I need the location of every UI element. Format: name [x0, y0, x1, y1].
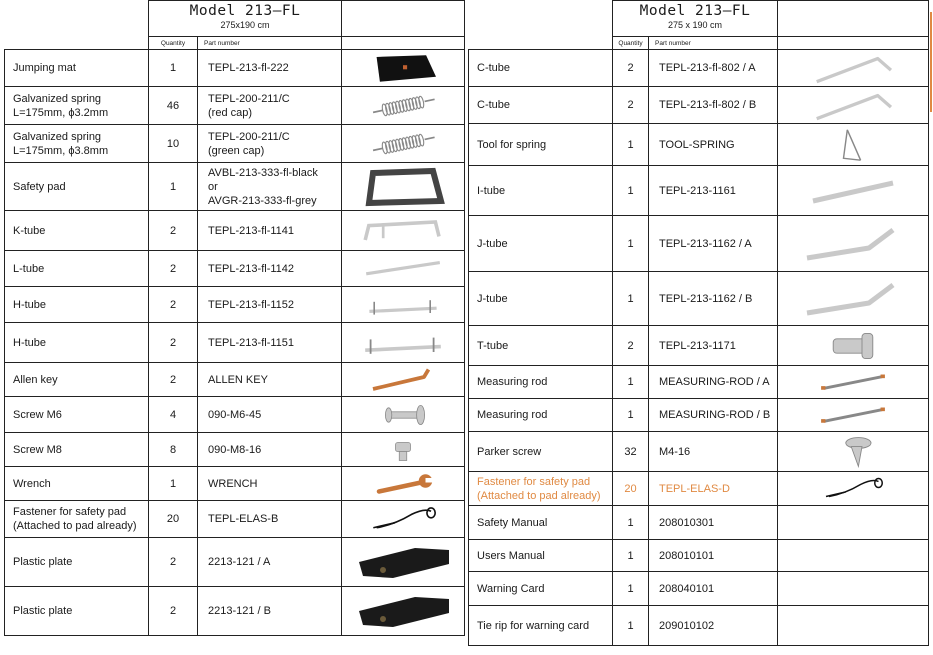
part-name: Measuring rod [469, 399, 613, 432]
part-number: TOOL-SPRING [649, 124, 778, 166]
safety-pad-icon [342, 167, 464, 207]
part-quantity: 1 [613, 366, 649, 399]
h-tube-icon [342, 325, 464, 361]
part-image [342, 587, 465, 636]
table-row [469, 506, 929, 540]
part-name: I-tube [469, 166, 613, 216]
part-image [778, 572, 929, 606]
table-row [5, 501, 465, 538]
t-tube-icon [778, 328, 928, 364]
part-image [342, 397, 465, 433]
part-quantity: 8 [149, 433, 198, 467]
table-row [469, 216, 929, 272]
fastener-icon [778, 474, 928, 504]
part-image [778, 399, 929, 432]
part-number: 2213-121 / A [198, 538, 342, 587]
table-row [5, 163, 465, 211]
c-tube-icon [778, 52, 928, 85]
part-quantity: 1 [613, 606, 649, 646]
part-name: Tool for spring [469, 124, 613, 166]
part-quantity: 1 [613, 572, 649, 606]
part-name: H-tube [5, 323, 149, 363]
h-tube-icon [342, 289, 464, 321]
part-image [342, 501, 465, 538]
allen-key-icon [342, 365, 464, 395]
part-quantity: 2 [613, 87, 649, 124]
part-number: TEPL-200-211/C (red cap) [198, 87, 342, 125]
part-quantity: 20 [613, 472, 649, 506]
part-number: TEPL-ELAS-D [649, 472, 778, 506]
part-name: Wrench [5, 467, 149, 501]
part-quantity: 2 [149, 538, 198, 587]
part-image [778, 216, 929, 272]
part-quantity: 46 [149, 87, 198, 125]
part-number: M4-16 [649, 432, 778, 472]
part-image [778, 432, 929, 472]
part-name: K-tube [5, 211, 149, 251]
table-row [5, 287, 465, 323]
part-number: TEPL-213-1161 [649, 166, 778, 216]
table-row [469, 540, 929, 572]
table-row [5, 433, 465, 467]
table-row [469, 606, 929, 646]
part-number: WRENCH [198, 467, 342, 501]
part-quantity: 4 [149, 397, 198, 433]
part-quantity: 1 [149, 50, 198, 87]
part-name: Galvanized spring L=175mm, ϕ3.8mm [5, 125, 149, 163]
part-name: Tie rip for warning card [469, 606, 613, 646]
part-image [342, 87, 465, 125]
fastener-icon [342, 503, 464, 536]
spring-icon [342, 127, 464, 161]
part-quantity: 2 [613, 326, 649, 366]
part-name: Measuring rod [469, 366, 613, 399]
model-title: Model 213–FL [189, 3, 301, 19]
c-tube-icon [778, 89, 928, 122]
table-row [469, 166, 929, 216]
part-quantity: 1 [613, 124, 649, 166]
part-image [778, 506, 929, 540]
part-name: T-tube [469, 326, 613, 366]
part-image [342, 251, 465, 287]
part-quantity: 1 [613, 216, 649, 272]
part-image [342, 287, 465, 323]
part-number: 2213-121 / B [198, 587, 342, 636]
quantity-column-header: Quantity [149, 37, 198, 50]
part-number: TEPL-213-1162 / B [649, 272, 778, 326]
part-quantity: 2 [149, 251, 198, 287]
part-number: 208040101 [649, 572, 778, 606]
part-name: Fastener for safety pad (Attached to pad already) [5, 501, 149, 538]
part-number: 090-M8-16 [198, 433, 342, 467]
part-quantity: 2 [613, 50, 649, 87]
part-name: Screw M6 [5, 397, 149, 433]
table-row [469, 366, 929, 399]
part-name: Safety pad [5, 163, 149, 211]
part-image [778, 87, 929, 124]
part-quantity: 32 [613, 432, 649, 472]
table-row [469, 124, 929, 166]
left-parts-sheet [4, 0, 465, 636]
part-quantity: 1 [613, 166, 649, 216]
part-quantity: 10 [149, 125, 198, 163]
part-image [778, 124, 929, 166]
k-tube-icon [342, 213, 464, 249]
jumping-mat-icon [342, 52, 464, 85]
table-row [469, 572, 929, 606]
part-number: TEPL-213-fl-1151 [198, 323, 342, 363]
part-image [778, 326, 929, 366]
table-row [5, 467, 465, 501]
part-image [342, 50, 465, 87]
table-row [5, 251, 465, 287]
spring-tool-icon [778, 126, 928, 164]
part-image [778, 540, 929, 572]
part-name: H-tube [5, 287, 149, 323]
part-number: TEPL-213-fl-802 / A [649, 50, 778, 87]
part-number: 090-M6-45 [198, 397, 342, 433]
plastic-plate-icon [342, 591, 464, 631]
part-number: MEASURING-ROD / B [649, 399, 778, 432]
table-row [469, 272, 929, 326]
part-name: Allen key [5, 363, 149, 397]
model-title: Model 213–FL [639, 3, 751, 19]
part-image [342, 433, 465, 467]
part-name: Safety Manual [469, 506, 613, 540]
i-tube-icon [778, 171, 928, 211]
part-name: C-tube [469, 87, 613, 124]
part-number: TEPL-213-1162 / A [649, 216, 778, 272]
part-image [778, 166, 929, 216]
part-number: 208010101 [649, 540, 778, 572]
part-quantity: 20 [149, 501, 198, 538]
spring-icon [342, 89, 464, 123]
j-tube-icon [778, 224, 928, 264]
quantity-column-header: Quantity [613, 37, 649, 50]
measuring-rod-icon [778, 368, 928, 397]
l-tube-icon [342, 253, 464, 285]
part-quantity: 1 [613, 540, 649, 572]
part-image [778, 472, 929, 506]
table-row [5, 50, 465, 87]
part-quantity: 2 [149, 287, 198, 323]
part-name: J-tube [469, 272, 613, 326]
part-name: Warning Card [469, 572, 613, 606]
part-number: TEPL-ELAS-B [198, 501, 342, 538]
table-row [469, 472, 929, 506]
part-number: TEPL-213-fl-222 [198, 50, 342, 87]
part-name: J-tube [469, 216, 613, 272]
model-header [613, 1, 778, 37]
part-number-column-header: Part number [198, 37, 342, 50]
part-image [778, 606, 929, 646]
part-number: 208010301 [649, 506, 778, 540]
part-quantity: 2 [149, 363, 198, 397]
part-number: ALLEN KEY [198, 363, 342, 397]
part-image [778, 366, 929, 399]
table-row [469, 432, 929, 472]
table-row [469, 326, 929, 366]
table-row [5, 397, 465, 433]
table-row [5, 323, 465, 363]
part-quantity: 2 [149, 211, 198, 251]
part-number-column-header: Part number [649, 37, 778, 50]
part-number: TEPL-213-fl-802 / B [649, 87, 778, 124]
part-name: Fastener for safety pad (Attached to pad already) [469, 472, 613, 506]
part-image [342, 323, 465, 363]
part-image [342, 211, 465, 251]
part-number: TEPL-213-fl-1142 [198, 251, 342, 287]
wrench-icon [342, 469, 464, 499]
part-image [342, 467, 465, 501]
part-number: TEPL-200-211/C (green cap) [198, 125, 342, 163]
page-edge-accent-line [930, 12, 932, 112]
table-row [469, 50, 929, 87]
right-parts-sheet [468, 0, 929, 646]
part-quantity: 2 [149, 587, 198, 636]
part-image [342, 125, 465, 163]
part-name: Galvanized spring L=175mm, ϕ3.2mm [5, 87, 149, 125]
right-parts-table [468, 0, 929, 646]
part-name: Users Manual [469, 540, 613, 572]
part-name: Plastic plate [5, 538, 149, 587]
model-size: 275 x 190 cm [667, 20, 723, 30]
part-number: 209010102 [649, 606, 778, 646]
part-number: TEPL-213-fl-1152 [198, 287, 342, 323]
part-number: TEPL-213-fl-1141 [198, 211, 342, 251]
table-row [469, 87, 929, 124]
plastic-plate-icon [342, 542, 464, 582]
part-image [778, 50, 929, 87]
model-size: 275x190 cm [220, 20, 270, 30]
part-name: Jumping mat [5, 50, 149, 87]
bolt-icon [342, 435, 464, 465]
part-name: L-tube [5, 251, 149, 287]
part-quantity: 1 [149, 467, 198, 501]
part-image [778, 272, 929, 326]
part-name: Screw M8 [5, 433, 149, 467]
part-number: MEASURING-ROD / A [649, 366, 778, 399]
measuring-rod-icon [778, 401, 928, 430]
part-number: TEPL-213-1171 [649, 326, 778, 366]
screw-icon [342, 399, 464, 431]
part-name: Plastic plate [5, 587, 149, 636]
table-row [5, 211, 465, 251]
part-image [342, 163, 465, 211]
table-row [5, 87, 465, 125]
parker-screw-icon [778, 434, 928, 470]
part-quantity: 1 [613, 506, 649, 540]
left-parts-table [4, 0, 465, 636]
part-quantity: 1 [613, 399, 649, 432]
table-row [469, 399, 929, 432]
table-row [5, 538, 465, 587]
part-quantity: 2 [149, 323, 198, 363]
j-tube-icon [778, 279, 928, 319]
part-number: AVBL-213-333-fl-black or AVGR-213-333-fl-grey [198, 163, 342, 211]
table-row [5, 125, 465, 163]
part-quantity: 1 [613, 272, 649, 326]
part-name: C-tube [469, 50, 613, 87]
part-image [342, 363, 465, 397]
part-name: Parker screw [469, 432, 613, 472]
part-quantity: 1 [149, 163, 198, 211]
model-header [149, 1, 342, 37]
table-row [5, 363, 465, 397]
part-image [342, 538, 465, 587]
table-row [5, 587, 465, 636]
